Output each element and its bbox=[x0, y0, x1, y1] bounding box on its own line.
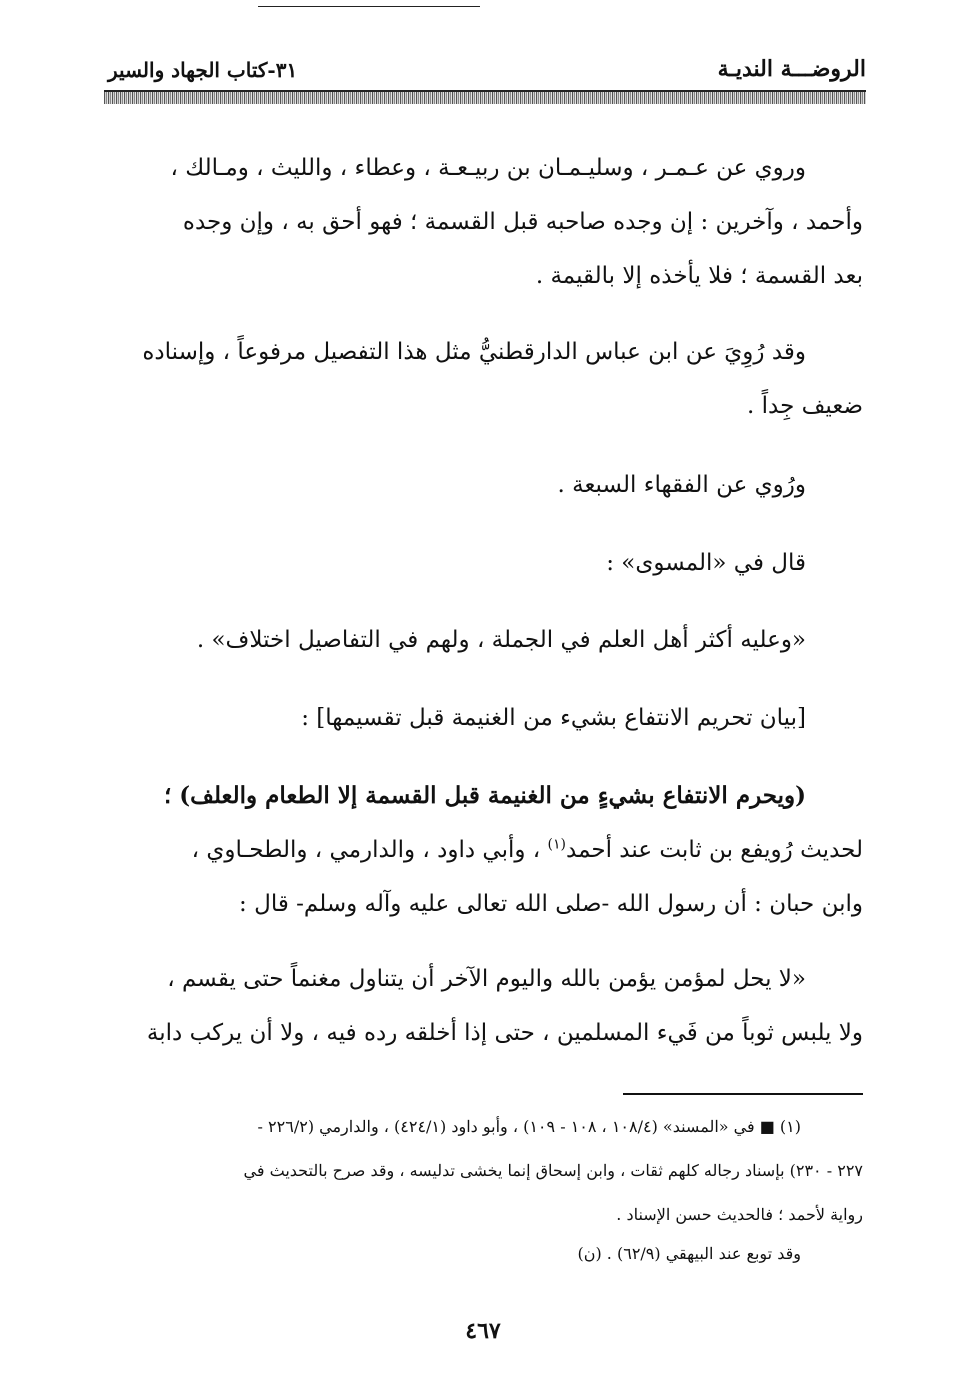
paragraph-line: وقد رُوِيَ عن ابن عباس الدارقطنيُّ مثل هذا التفصيل مرفوعاً ، وإسناده bbox=[142, 339, 806, 365]
paragraph-text: لحديث رُويفع بن ثابت عند أحمد bbox=[566, 837, 863, 863]
chapter-title: ٣١-كتاب الجهاد والسير bbox=[108, 58, 298, 82]
page-number: ٤٦٧ bbox=[465, 1318, 501, 1344]
running-header bbox=[108, 56, 866, 92]
matn-line: (ويحرم الانتفاع بشيءٍ من الغنيمة قبل القسمة إلا الطعام والعلف) ؛ bbox=[163, 782, 806, 809]
hadith-line: «لا يحل لمؤمن يؤمن بالله واليوم الآخر أن يتناول مغنماً حتى يقسم ، bbox=[167, 966, 806, 992]
paragraph-text: ، وأبي داود ، والدارمي ، والطحـاوي ، bbox=[191, 837, 548, 863]
footnote-ref[interactable]: (١) bbox=[547, 836, 567, 853]
paragraph-line: قال في «المسوى» : bbox=[606, 550, 806, 576]
paragraph-line: ضعيف جِداً . bbox=[747, 393, 863, 419]
footnote-line: وقد توبع عند البيهقي (٦٢/٩) . (ن) bbox=[577, 1244, 801, 1263]
footnote-divider bbox=[623, 1093, 863, 1095]
hadith-line: ولا يلبس ثوباً من فَيء المسلمين ، حتى إذا أخلقه رده فيه ، ولا أن يركب دابة bbox=[146, 1020, 863, 1046]
paragraph-line: بعد القسمة ؛ فلا يأخذه إلا بالقيمة . bbox=[535, 263, 863, 289]
header-divider bbox=[104, 90, 866, 104]
footnote-line: رواية لأحمد ؛ فالحديث حسن الإسناد . bbox=[616, 1205, 863, 1224]
footnote-line: ٢٢٧ - ٢٣٠) بإسناد رجاله كلهم ثقات ، وابن إسحاق إنما يخشى تدليسه ، وقد صرح بالتحديث في bbox=[243, 1161, 863, 1180]
footnote-line: (١) ■ في «المسند» (١٠٨/٤ ، ١٠٨ - ١٠٩) ، وأبو داود (٤٢٤/١) ، والدارمي (٢٢٦/٢ - bbox=[257, 1117, 801, 1136]
paragraph-line: وابن حبان : أن رسول الله -صلى الله تعالى عليه وآله وسلم- قال : bbox=[239, 891, 863, 917]
paragraph-line: ورُوي عن الفقهاء السبعة . bbox=[557, 472, 806, 498]
quotation: «وعليه أكثر أهل العلم في الجملة ، ولهم في التفاصيل اختلاف» . bbox=[196, 627, 806, 653]
paragraph-line: وروي عن عـمـر ، وسليـمـان بن ربيـعـة ، وعطاء ، والليث ، ومـالك ، bbox=[170, 155, 806, 181]
paragraph-line bbox=[107, 821, 863, 879]
top-scan-line bbox=[258, 6, 480, 7]
section-heading: [بيان تحريم الانتفاع بشيء من الغنيمة قبل تقسيمها] : bbox=[301, 705, 806, 731]
book-title: الروضـــة النديـة bbox=[717, 56, 866, 82]
paragraph-line: وأحمد ، وآخرين : إن وجده صاحبه قبل القسمة ؛ فهو أحق به ، وإن وجده bbox=[182, 209, 863, 235]
